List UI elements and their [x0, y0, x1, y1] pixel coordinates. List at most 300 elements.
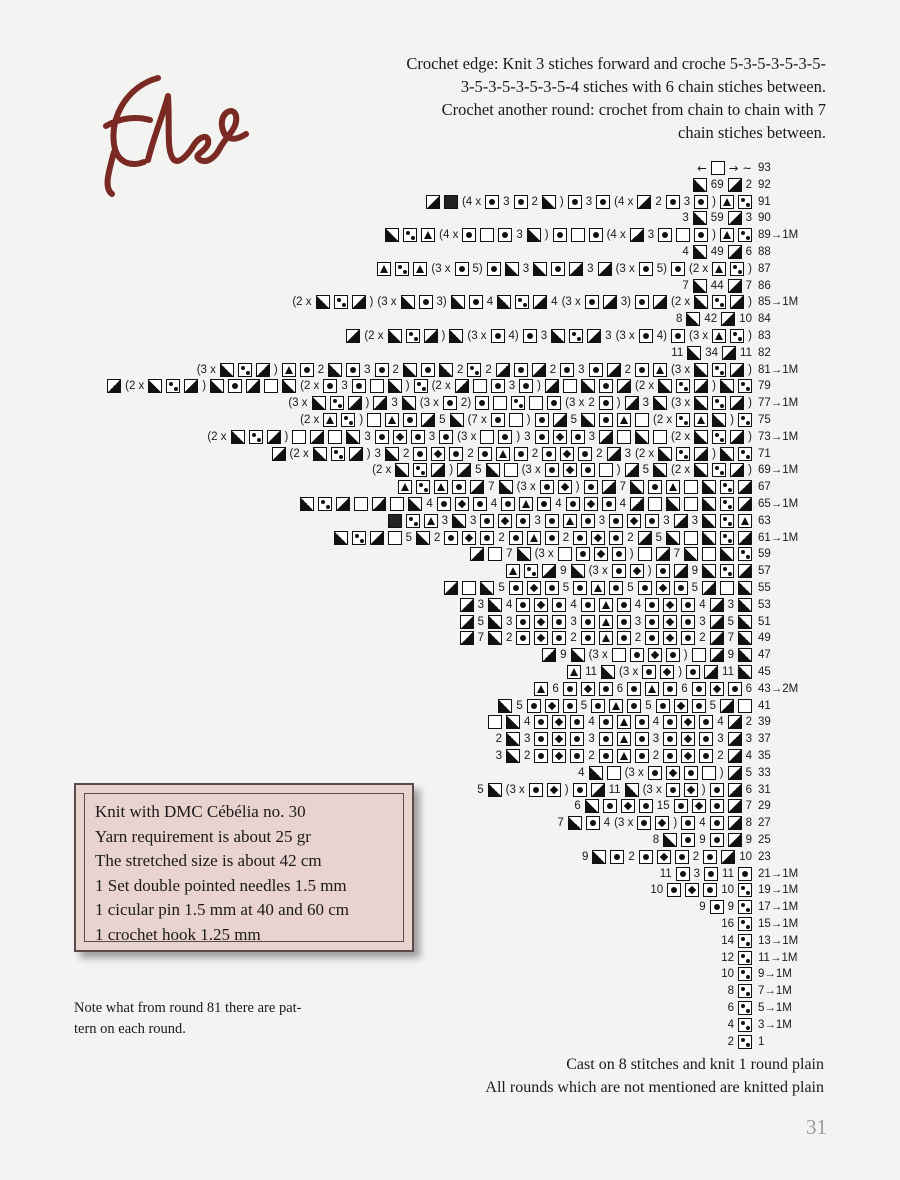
stitch-count: 10: [739, 850, 752, 863]
stitch-symbol-dot: [534, 732, 548, 746]
stitch-count: 5: [655, 531, 662, 544]
stitch-symbol-tri-up: [599, 615, 613, 629]
stitch-symbol-tri2: [581, 413, 595, 427]
stitch-count: (3 x: [624, 766, 644, 779]
stitch-count: 9: [560, 649, 567, 662]
stitch-symbol-tri-up: [385, 413, 399, 427]
stitch-count: 6: [745, 783, 752, 796]
stitch-count: 9: [560, 565, 567, 578]
materials-line: 1 Set double pointed needles 1.5 mm: [95, 875, 347, 895]
round-number: 49: [758, 632, 771, 645]
round-number: 47: [758, 649, 771, 662]
stitch-count: 3: [364, 363, 371, 376]
stitch-symbol-tri2: [488, 783, 502, 797]
stitch-count: (4 x: [606, 229, 626, 242]
stitch-count: ): [712, 447, 716, 460]
stitch-count: 11: [740, 346, 752, 359]
stitch-count: ): [712, 229, 716, 242]
stitch-symbol-tri-up: [609, 699, 623, 713]
stitch-symbol-dot: [540, 480, 554, 494]
stitch-symbol-tri2: [702, 514, 716, 528]
stitch-symbol-tri: [607, 363, 621, 377]
stitch-count: 5: [627, 582, 634, 594]
stitch-symbol-dot: [553, 228, 567, 242]
chart-row: [0, 966, 900, 982]
stitch-count: 5: [475, 464, 482, 477]
stitch-symbol-tri2: [720, 547, 734, 561]
stitch-count: 14: [721, 934, 734, 947]
round-number: 87: [758, 262, 771, 275]
stitch-symbol-dot: [648, 766, 662, 780]
stitch-count: 6: [745, 682, 752, 695]
stitch-symbol-dia: [656, 581, 670, 595]
stitch-symbol-tri2: [653, 396, 667, 410]
stitch-count: (3 x: [288, 397, 308, 410]
stitch-symbol-dot: [300, 363, 314, 377]
stitch-symbol-dot: [570, 732, 584, 746]
chart-row-stitches: [460, 614, 752, 630]
stitch-count: ): [701, 783, 706, 796]
stitch-symbol-tri: [545, 379, 559, 393]
stitch-count: (2 x: [670, 464, 691, 477]
chart-row-stitches: [721, 950, 752, 966]
stitch-symbol-tri2: [231, 430, 245, 444]
stitch-symbol-dia: [621, 799, 635, 813]
stitch-symbol-box: [390, 497, 404, 511]
stitch-count: 2: [692, 850, 700, 863]
stitch-symbol-tri2: [506, 715, 520, 729]
stitch-symbol-dot: [635, 295, 649, 309]
stitch-symbol-tri2: [408, 497, 422, 511]
round-number: 3→1M: [758, 1018, 792, 1031]
stitch-symbol-dark: [388, 514, 402, 528]
stitch-symbol-box: [328, 430, 342, 444]
chart-row-stitches: [534, 681, 752, 697]
stitch-symbol-dot: [699, 715, 713, 729]
stitch-symbol-tri2: [571, 648, 585, 662]
stitch-symbol-dot: [514, 363, 528, 377]
stitch-symbol-dot: [663, 749, 677, 763]
stitch-symbol-dot: [491, 413, 505, 427]
round-number: 15→1M: [758, 918, 799, 930]
stitch-symbol-dots2: [712, 396, 726, 410]
stitch-count: (2 x: [652, 414, 673, 426]
stitch-count: 5: [405, 531, 412, 544]
stitch-symbol-box: [504, 463, 518, 477]
stitch-symbol-dot: [462, 228, 476, 242]
stitch-count: 8: [727, 985, 734, 998]
stitch-symbol-tri: [348, 396, 362, 410]
chart-row: [0, 647, 900, 663]
stitch-symbol-dot: [589, 228, 603, 242]
round-number: 83: [758, 330, 771, 342]
chart-row-stitches: [292, 294, 752, 310]
stitch-count: 3: [503, 195, 510, 208]
stitch-count: 5): [656, 262, 667, 275]
chart-row: [0, 765, 900, 781]
stitch-symbol-dot: [545, 581, 559, 595]
stitch-symbol-tri: [349, 447, 363, 461]
stitch-symbol-tri2: [497, 295, 511, 309]
stitch-symbol-tri: [728, 715, 742, 729]
stitch-symbol-tri-up: [421, 228, 435, 242]
stitch-symbol-dot: [645, 514, 659, 528]
stitch-symbol-tri-up: [323, 413, 337, 427]
stitch-symbol-dot: [703, 850, 717, 864]
stitch-count: 2: [531, 447, 539, 460]
stitch-symbol-dots2: [395, 262, 409, 276]
stitch-count: 11: [671, 346, 684, 359]
round-number: 63: [758, 514, 771, 527]
stitch-symbol-dot: [566, 497, 580, 511]
stitch-symbol-dot: [478, 447, 492, 461]
chart-row: [0, 210, 900, 226]
stitch-symbol-dot: [323, 379, 337, 393]
stitch-symbol-dots2: [738, 379, 752, 393]
stitch-symbol-dot: [516, 598, 530, 612]
stitch-symbol-dot: [534, 749, 548, 763]
stitch-symbol-tri2: [658, 379, 672, 393]
stitch-count: (3 x: [565, 397, 585, 410]
stitch-symbol-dot: [516, 514, 530, 528]
stitch-symbol-dot: [578, 447, 592, 461]
stitch-symbol-dot: [692, 699, 706, 713]
stitch-count: 3: [508, 380, 516, 393]
stitch-symbol-box: [529, 396, 543, 410]
stitch-symbol-box: [612, 648, 626, 662]
stitch-symbol-tri2: [666, 531, 680, 545]
stitch-symbol-box: [493, 396, 507, 410]
chart-row-stitches: [557, 815, 752, 831]
stitch-symbol-dot: [491, 379, 505, 393]
stitch-symbol-dot: [509, 531, 523, 545]
stitch-count: 2: [652, 750, 660, 762]
stitch-symbol-dot: [704, 867, 718, 881]
stitch-symbol-tri: [591, 783, 605, 797]
stitch-symbol-tri: [533, 295, 547, 309]
stitch-count: 7: [619, 481, 626, 494]
stitch-count: (3 x: [615, 330, 635, 342]
stitch-count: ): [748, 464, 752, 477]
stitch-symbol-tri2: [702, 480, 716, 494]
stitch-symbol-dot: [475, 396, 489, 410]
stitch-count: ): [544, 229, 549, 242]
stitch-count: ): [748, 363, 752, 376]
chart-row: [0, 328, 900, 344]
stitch-symbol-tri-up: [398, 480, 412, 494]
stitch-symbol-dots2: [720, 514, 734, 528]
stitch-symbol-dot: [609, 581, 623, 595]
stitch-symbol-tri2: [589, 766, 603, 780]
stitch-symbol-dot: [552, 598, 566, 612]
stitch-symbol-dot: [681, 631, 695, 645]
stitch-count: 5: [498, 582, 505, 594]
stitch-symbol-tri2: [571, 564, 585, 578]
chart-row: [0, 630, 900, 646]
stitch-symbol-dots2: [467, 363, 481, 377]
stitch-count: ←: [697, 161, 707, 175]
stitch-symbol-tri: [728, 279, 742, 293]
stitch-count: 2: [549, 363, 557, 376]
chart-row-stitches: [697, 160, 752, 176]
stitch-symbol-dia: [534, 615, 548, 629]
stitch-count: (3 x: [457, 430, 477, 443]
materials-box: [74, 783, 414, 952]
stitch-symbol-dot: [573, 531, 587, 545]
stitch-symbol-tri: [470, 547, 484, 561]
stitch-symbol-tri-up: [617, 715, 631, 729]
stitch-count: (2 x: [670, 430, 691, 443]
stitch-symbol-tri-up: [645, 682, 659, 696]
stitch-count: →: [728, 161, 739, 175]
stitch-symbol-tri-up: [527, 531, 541, 545]
stitch-symbol-tri-up: [712, 262, 726, 276]
chart-row-stitches: [660, 866, 752, 882]
chart-row-stitches: [567, 664, 752, 680]
stitch-count: 3: [578, 363, 585, 376]
stitch-count: 3): [436, 296, 447, 309]
stitch-symbol-dia: [553, 430, 567, 444]
stitch-symbol-dot: [674, 581, 688, 595]
stitch-count: 3: [374, 447, 381, 460]
stitch-symbol-dot: [699, 749, 713, 763]
stitch-symbol-dot: [581, 463, 595, 477]
stitch-count: 4: [486, 296, 494, 309]
round-number: 57: [758, 565, 771, 578]
stitch-symbol-dia: [710, 682, 724, 696]
stitch-symbol-dia: [393, 430, 407, 444]
stitch-count: 3: [585, 195, 593, 208]
stitch-symbol-dots2: [416, 480, 430, 494]
stitch-symbol-dot: [469, 295, 483, 309]
round-number: 84: [758, 313, 771, 326]
stitch-count: 3: [522, 262, 530, 275]
stitch-symbol-box: [292, 430, 306, 444]
stitch-symbol-dot: [452, 480, 466, 494]
stitch-symbol-tri2: [488, 598, 502, 612]
chart-row: [0, 311, 900, 327]
stitch-symbol-dot: [535, 413, 549, 427]
edge-note-line: 3-5-3-5-3-5-3-5-4 stiches with 6 chain stiches between.: [460, 77, 826, 96]
stitch-symbol-tri: [532, 363, 546, 377]
stitch-symbol-dots2: [730, 262, 744, 276]
stitch-symbol-tri2: [684, 547, 698, 561]
stitch-symbol-dot: [728, 682, 742, 696]
stitch-count: 10: [721, 968, 734, 981]
stitch-symbol-dia: [681, 732, 695, 746]
stitch-symbol-tri2: [328, 363, 342, 377]
stitch-symbol-tri: [730, 295, 744, 309]
stitch-count: (2 x: [292, 296, 312, 309]
stitch-symbol-dot: [485, 195, 499, 209]
stitch-symbol-tri-up: [599, 598, 613, 612]
stitch-count: 9: [727, 649, 734, 662]
chart-row-stitches: [385, 227, 752, 243]
chart-row: [0, 513, 900, 529]
stitch-count: 3: [391, 397, 398, 410]
stitch-symbol-tri2: [220, 363, 234, 377]
stitch-symbol-dia: [630, 564, 644, 578]
stitch-symbol-dot: [568, 195, 582, 209]
stitch-symbol-dot: [529, 783, 543, 797]
stitch-count: 3: [693, 867, 701, 880]
stitch-symbol-box: [480, 228, 494, 242]
stitch-count: 5: [745, 766, 752, 779]
stitch-symbol-dia: [655, 816, 669, 830]
stitch-symbol-tri-up: [496, 447, 510, 461]
stitch-symbol-dot: [596, 195, 610, 209]
note-line: Note what from round 81 there are pat-: [74, 1000, 302, 1016]
chart-row-stitches: [377, 261, 752, 277]
stitch-symbol-dot: [542, 447, 556, 461]
stitch-symbol-tri: [738, 480, 752, 494]
stitch-symbol-box: [720, 581, 734, 595]
chart-row-stitches: [699, 899, 752, 915]
stitch-symbol-tri: [256, 363, 270, 377]
stitch-count: 8: [745, 817, 752, 830]
stitch-symbol-box: [617, 430, 631, 444]
stitch-symbol-tri2: [585, 799, 599, 813]
chart-row-stitches: [728, 1017, 752, 1033]
stitch-symbol-tri2: [488, 615, 502, 629]
chart-row-stitches: [650, 882, 752, 898]
stitch-count: ): [712, 195, 716, 208]
stitch-symbol-dot: [666, 195, 680, 209]
stitch-symbol-dot: [545, 531, 559, 545]
stitch-symbol-tri: [542, 648, 556, 662]
stitch-symbol-tri-up: [563, 514, 577, 528]
chart-row-stitches: [721, 966, 752, 982]
stitch-symbol-dot: [581, 514, 595, 528]
stitch-symbol-tri: [460, 631, 474, 645]
stitch-count: ): [284, 430, 289, 443]
stitch-count: ): [359, 414, 364, 426]
stitch-symbol-tri2: [601, 665, 615, 679]
stitch-symbol-dots2: [414, 379, 428, 393]
stitch-count: 3: [663, 514, 670, 527]
stitch-symbol-dot: [638, 581, 652, 595]
stitch-symbol-tri: [553, 413, 567, 427]
stitch-symbol-dot: [498, 430, 512, 444]
stitch-symbol-tri2: [210, 379, 224, 393]
stitch-count: 42: [704, 313, 718, 326]
stitch-symbol-dot: [413, 447, 427, 461]
materials-line: Knit with DMC Cébélia no. 30: [95, 802, 306, 821]
stitch-symbol-tri-up: [666, 480, 680, 494]
round-number: 37: [758, 733, 771, 746]
stitch-symbol-box: [648, 497, 662, 511]
stitch-symbol-tri2: [630, 480, 644, 494]
stitch-symbol-dot: [589, 363, 603, 377]
chart-row: [0, 446, 900, 462]
stitch-count: 3: [691, 514, 698, 527]
chart-row-stitches: [693, 177, 752, 193]
stitch-count: 3: [588, 733, 595, 746]
stitch-count: 3: [516, 229, 523, 242]
stitch-symbol-dot: [642, 665, 656, 679]
stitch-symbol-tri: [625, 396, 639, 410]
chart-row-stitches: [582, 849, 752, 865]
chart-row: [0, 227, 900, 243]
stitch-count: ): [559, 195, 564, 208]
stitch-symbol-dots2: [331, 447, 345, 461]
stitch-symbol-dot: [656, 699, 670, 713]
stitch-count: 3: [634, 615, 642, 628]
round-number: 41: [758, 699, 771, 712]
stitch-count: ): [712, 380, 716, 393]
stitch-symbol-dot: [444, 531, 458, 545]
stitch-count: 4: [745, 750, 752, 762]
stitch-symbol-box: [488, 547, 502, 561]
stitch-symbol-dot: [599, 749, 613, 763]
stitch-symbol-dot: [352, 379, 366, 393]
stitch-symbol-dots2: [720, 480, 734, 494]
chart-row-stitches: [728, 983, 752, 999]
stitch-symbol-dia: [558, 480, 572, 494]
stitch-symbol-tri: [674, 564, 688, 578]
stitch-symbol-tri2: [403, 363, 417, 377]
stitch-count: 3: [364, 430, 371, 443]
round-number: 43→2M: [758, 682, 799, 695]
stitch-symbol-dot: [581, 631, 595, 645]
stitch-symbol-tri2: [694, 463, 708, 477]
stitch-symbol-box: [653, 430, 667, 444]
stitch-symbol-dot: [681, 598, 695, 612]
stitch-count: 12: [721, 951, 734, 964]
stitch-symbol-dot: [639, 799, 653, 813]
stitch-symbol-tri: [444, 581, 458, 595]
chart-row-stitches: [300, 496, 752, 512]
round-number: 88: [758, 246, 771, 258]
stitch-symbol-dot: [403, 413, 417, 427]
stitch-count: (2 x: [372, 464, 392, 477]
stitch-count: ): [537, 380, 541, 393]
stitch-symbol-tri2: [687, 346, 701, 360]
stitch-symbol-tri2: [581, 379, 595, 393]
stitch-symbol-tri2: [312, 396, 326, 410]
chart-row-stitches: [346, 328, 752, 344]
edge-note-line: Crochet edge: Knit 3 stiches forward and croche 5-3-5-3-5-3-5-: [406, 54, 826, 73]
stitch-symbol-tri: [738, 564, 752, 578]
stitch-symbol-dots2: [569, 329, 583, 343]
stitch-symbol-dot: [537, 497, 551, 511]
stitch-count: 3: [683, 195, 691, 208]
stitch-count: (3 x: [521, 464, 541, 477]
chart-row: [0, 294, 900, 310]
stitch-count: ): [719, 766, 724, 779]
stitch-symbol-tri2: [738, 615, 752, 629]
stitch-count: 2: [570, 632, 577, 645]
stitch-symbol-tri: [728, 833, 742, 847]
stitch-count: 3: [540, 330, 548, 342]
stitch-symbol-tri: [710, 598, 724, 612]
stitch-symbol-tri: [421, 413, 435, 427]
stitch-symbol-dots2: [738, 447, 752, 461]
chart-row-stitches: [207, 429, 752, 445]
stitch-count: 2: [433, 531, 441, 544]
stitch-symbol-dot: [480, 514, 494, 528]
stitch-symbol-dot: [480, 531, 494, 545]
stitch-count: 2: [402, 447, 410, 460]
stitch-count: 10: [739, 313, 752, 326]
stitch-count: 9: [727, 901, 734, 914]
stitch-symbol-tri: [710, 648, 724, 662]
stitch-symbol-tri2: [693, 211, 707, 225]
stitch-count: 2: [588, 750, 595, 762]
stitch-count: 3: [745, 733, 752, 746]
stitch-count: (3 x: [670, 363, 691, 376]
stitch-symbol-tri2: [666, 497, 680, 511]
